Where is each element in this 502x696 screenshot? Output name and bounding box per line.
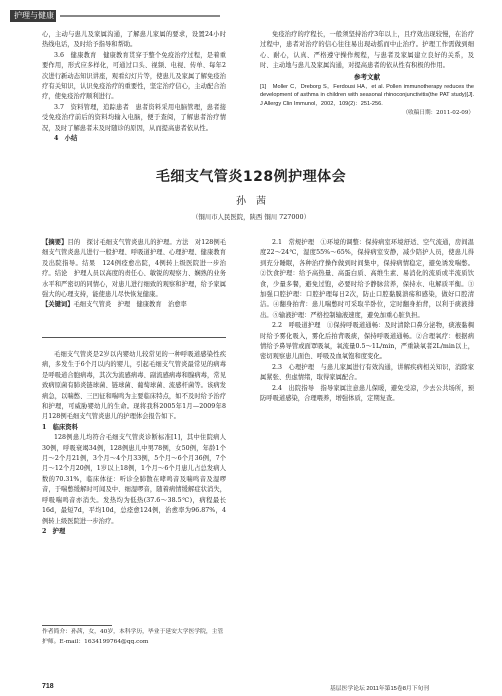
paragraph: 免疫治疗的疗程长，一般须坚持治疗3年以上，且疗效出现较慢，在治疗过程中，患者对治疗的信心往往易出现动摇而中止治疗。护理工作需做到细心、耐心，认真、严格遵守操作规程，与患者及家属建立良好的关系，及时、主动地与患儿及家属沟通，对提高患者的依从性有积极的作用。	[260, 31, 474, 70]
header-rule	[60, 15, 220, 17]
paragraph: 心，主动与患儿及家属沟通，了解患儿家属的要求，设置24小时热线电话，及时给予指导和帮助。	[42, 31, 226, 49]
article-author: 孙 茜	[236, 196, 266, 207]
abstract-block	[42, 238, 226, 311]
top-right-column	[260, 30, 474, 118]
paragraph: 128例患儿均符合毛细支气管炎诊断标准[1]，其中住院病人30例，呼吸衰竭34例，128例患儿中男78例，女50例，年龄1个月～2个月21例，3个月～4个月33例，5个月～6个月36例，7个月～12个月20例，1岁以上18例，1个月～6个月患儿占总发病人数的70.31%，临床体征：听诊全肺散在哮鸣音及喘鸣音及湿啰音，于喘憋缓解时可闻及中、细湿啰音，随着病情缓解症状消失，呼吸喘鸣音亦消失。发热均为低热(37.6～38.5℃)，病程最长16d，最短7d，平均10d，总痊愈124例，治愈率为96.87%，4例转上级医院进一步治疗。	[42, 434, 226, 525]
paragraph: 3.7 资料管理，追踪患者 患者资料采用电脑管理，患者接受免疫治疗前后的资料均输入电脑，便于查阅，了解患者治疗情况，及时了解患者未及时随诊的原因，从而提高患者依从性。	[42, 103, 226, 132]
author-affiliation: （铜川市人民医院，陕西 铜川 727000）	[192, 213, 310, 221]
paragraph: 3.6 健康教育 健康教育贯穿于整个免疫治疗过程，是着重要作用，形式应多样化，可通过口头、视频、电视、传单、每年2次进行新动态知识讲座，观看幻灯片等，使患儿及家属了解免疫治疗有关知识，认识免疫治疗的重要性，坚定治疗信心，主动配合治疗，使免疫治疗顺利进行。	[42, 51, 226, 101]
keywords-paragraph	[42, 300, 226, 310]
bottom-right-column	[260, 238, 474, 405]
section-heading: 2 护理	[42, 527, 66, 535]
header-bar	[0, 0, 502, 26]
received-date: （收稿日期：2011-02-09）	[402, 110, 474, 117]
section-heading: 1 临床资料	[42, 423, 78, 431]
abstract-paragraph	[42, 238, 226, 300]
abstract-text: 目的 探讨毛细支气管炎患儿的护理。方法 对128例毛细支气管炎患儿进行一般护理、呼吸道护理、心理护理、健康教育及出院指导。结果 124例痊愈出院，4例转上级医院进一步治疗。结论 护理人员以高度的责任心、敏锐的观察力、娴熟的业务水平和严密切的同情心，对患儿进行细致的观察和护理，给予家属强大的心理支持，能使患儿尽快恢复健康。	[42, 239, 226, 299]
abstract-divider	[42, 337, 226, 338]
paragraph: 毛细支气管炎是2岁以内婴幼儿较常见的一种呼吸道感染性疾病，多发生于6个月以内的婴儿，引起毛细支气管炎最常见的病毒是呼吸道合胞病毒，其次为流感病毒、副流感病毒和腺病毒，常见致病原菌有肺炎链球菌、链球菌、葡萄球菌、流感杆菌等。该病发病急，以喘憋、三凹征和喘鸣为主要临床特点，如不及时给予治疗和护理，可威胁婴幼儿的生命。现将我科2005年1月—2009年8月128例毛细支气管炎患儿的护理体会报告如下。	[42, 351, 226, 421]
abstract-label: 【摘要】	[42, 239, 68, 246]
paragraph: 2.4 出院指导 指导家属注意患儿保暖，避免受凉，少去公共场所，预防呼吸道感染，合理喂养，增强体质，定期复查。	[260, 384, 474, 403]
journal-footer: 基层医学论坛 2011年第15卷8月下旬刊	[330, 686, 430, 692]
keywords-text: 毛细支气管炎 护理 健康教育 治愈率	[73, 301, 187, 309]
section-tag: 护理与健康	[10, 10, 56, 22]
footnote-rule	[42, 625, 112, 626]
top-left-column	[42, 30, 226, 144]
references-heading: 参考文献	[354, 72, 380, 81]
bottom-left-column	[42, 350, 226, 537]
section-heading: 4 小结	[54, 135, 78, 143]
article-title: 毛细支气管炎128例护理体会	[155, 169, 347, 185]
paragraph: 2.1 常规护理 ①环境的调整：保持病室环境舒适、空气流通，房间温度22～24℃，湿度55%～65%，保持病室安静，减少陪护人员，使患儿得到充分睡眠，各种治疗操作做到时间集中，保持病情稳定，避免诱发喘憋。②饮食护理：给予高热量、高蛋白质、高维生素、易消化的流质或半流质饮食，少量多餐，避免过饱，必要时给予静脉营养，保持水、电解质平衡。③加强口腔护理：口腔护理每日2次，防止口腔黏膜溃疡和感染，做好口腔清洁。④翻身拍背：患儿喘憋时可采取半卧位，定时翻身拍背，以利于痰液排出。⑤输液护理：严格控制输液速度，避免加重心脏负担。	[260, 239, 474, 319]
reference-item: [1] Moller C，Dreborg S，Ferdousi HA，et al. Pollen immunotherapy reduces the development of asthma in children with seasonal rhinoconjunctivitis(the PAT study)[J]. J Allergy Clin Immunol，2002，109(2)：251-256.	[260, 83, 474, 107]
page-number: 718	[42, 683, 54, 690]
author-footnote: 作者简介：孙茜，女，40岁，本科学历，毕业于延安大学医学院，主管护师。E-mail：1634199764@qq.com	[42, 629, 224, 645]
keywords-label: 【关键词】	[42, 301, 74, 309]
paragraph: 2.2 呼吸道护理 ①保持呼吸道通畅：及时清除口鼻分泌物，痰液黏稠时给予雾化吸入，雾化后拍背吸痰，保持呼吸道通畅。②合理氧疗：根据病情给予鼻导管或面罩吸氧，氧流量0.5～1L/min，严重缺氧者2L/min以上，密切观察患儿面色、呼吸及血氧饱和度变化。	[260, 322, 474, 361]
paragraph: 2.3 心理护理 与患儿家属进行有效沟通，讲解疾病相关知识，消除家属紧张、焦虑情绪，取得家属配合。	[260, 363, 474, 382]
